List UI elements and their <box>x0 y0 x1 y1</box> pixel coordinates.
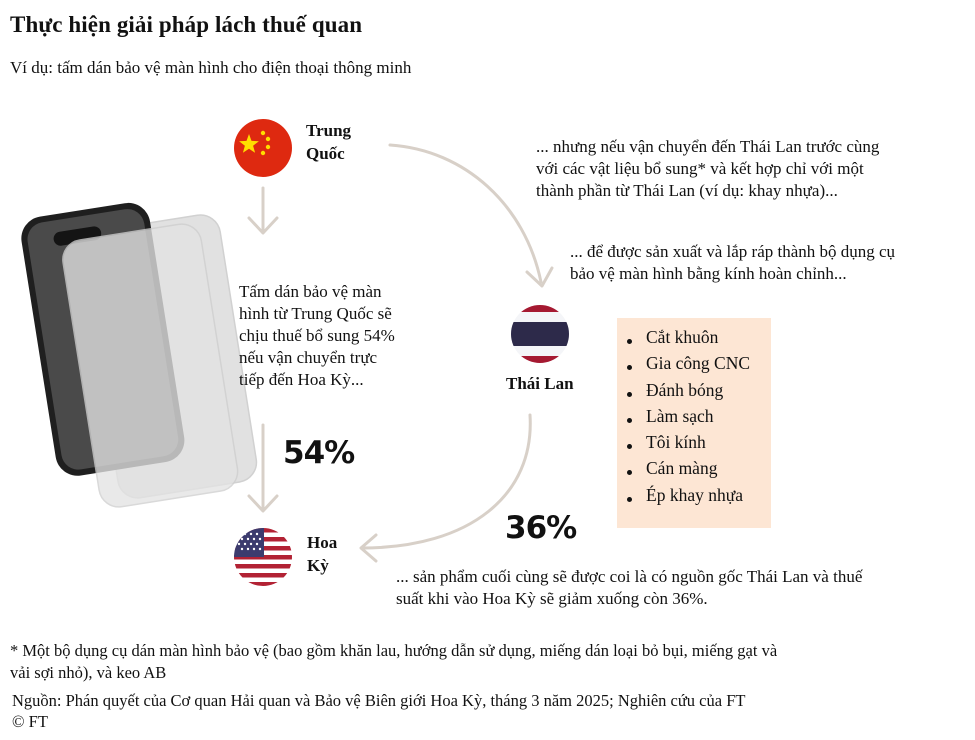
process-list-box <box>617 318 771 528</box>
arrow-china-to-thailand <box>390 145 552 286</box>
page-title: Thực hiện giải pháp lách thuế quan <box>10 12 363 37</box>
source-block <box>12 690 942 732</box>
note-direct-route: Tấm dán bảo vệ màn hình từ Trung Quốc sẽ chịu thuế bổ sung 54% nếu vận chuyển trực tiếp đến Hoa Kỳ... <box>239 282 395 389</box>
arrow-china-down <box>249 188 277 233</box>
tariff-direct: 54% <box>283 435 355 471</box>
tariff-via-thailand: 36% <box>505 510 577 546</box>
thailand-flag-icon <box>505 300 575 370</box>
china-flag-icon <box>230 115 300 185</box>
copyright-text: © FT <box>12 712 48 731</box>
process-list <box>617 318 771 508</box>
usa-flag-icon <box>230 525 300 595</box>
note-assembled: ... để được sản xuất và lắp ráp thành bộ dụng cụ bảo vệ màn hình bằng kính hoàn chỉnh... <box>570 242 896 283</box>
process-item: Ép khay nhựa <box>627 482 771 508</box>
page-subtitle: Ví dụ: tấm dán bảo vệ màn hình cho điện thoại thông minh <box>10 58 412 77</box>
process-item: Gia công CNC <box>627 350 771 376</box>
process-item: Làm sạch <box>627 403 771 429</box>
process-item: Đánh bóng <box>627 377 771 403</box>
process-item: Cán màng <box>627 455 771 481</box>
source-text: Nguồn: Phán quyết của Cơ quan Hải quan và Bảo vệ Biên giới Hoa Kỳ, tháng 3 năm 2025; Nghiên cứu của FT <box>12 691 746 710</box>
process-item: Cắt khuôn <box>627 324 771 350</box>
country-label-china: Trung Quốc <box>306 121 352 163</box>
note-ship-to-thailand: ... nhưng nếu vận chuyển đến Thái Lan trước cùng với các vật liệu bổ sung* và kết hợp chỉ với một thành phần từ Thái Lan (ví dụ: khay nhựa)... <box>536 137 880 200</box>
note-final-product: ... sản phẩm cuối cùng sẽ được coi là có nguồn gốc Thái Lan và thuế suất khi vào Hoa Kỳ sẽ giảm xuống còn 36%. <box>396 567 863 608</box>
country-label-thailand: Thái Lan <box>506 374 574 393</box>
footnote: * Một bộ dụng cụ dán màn hình bảo vệ (bao gồm khăn lau, hướng dẫn sử dụng, miếng dán loại bỏ bụi, miếng gạt và vải sợi nhỏ), và keo AB <box>10 641 778 682</box>
country-label-usa: Hoa Kỳ <box>307 533 338 575</box>
smartphone-with-screen-protector-icon <box>18 200 259 510</box>
process-item: Tôi kính <box>627 429 771 455</box>
